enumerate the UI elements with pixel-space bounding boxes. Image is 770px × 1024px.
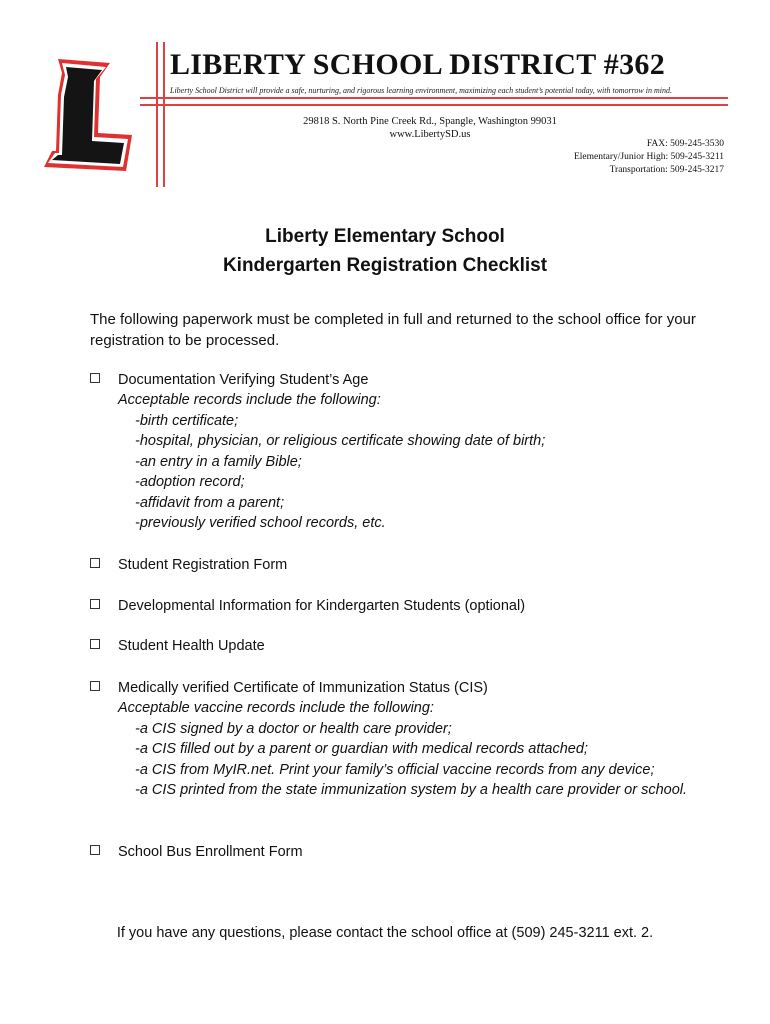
header-horizontal-line xyxy=(140,104,728,106)
district-title: LIBERTY SCHOOL DISTRICT #362 xyxy=(170,48,665,81)
checkbox[interactable] xyxy=(90,681,100,691)
acceptable-vaccine-records xyxy=(118,698,687,801)
checklist-item-label: Student Registration Form xyxy=(118,557,288,573)
header-vertical-line xyxy=(156,42,158,187)
record-entry: -an entry in a family Bible; xyxy=(135,453,302,470)
record-entry: -previously verified school records, etc. xyxy=(135,515,386,531)
record-entry: -a CIS printed from the state immunization system by a health care provider or school. xyxy=(135,782,688,798)
checklist-item-label: School Bus Enrollment Form xyxy=(118,844,303,860)
header-vertical-line xyxy=(163,42,165,187)
record-entry: -a CIS from MyIR.net. Print your family’s official vaccine records from any device; xyxy=(135,761,655,778)
district-address xyxy=(290,115,570,141)
record-entry: -adoption record; xyxy=(135,474,245,490)
record-entry: -affidavit from a parent; xyxy=(135,494,285,511)
website: www.LibertySD.us xyxy=(389,129,471,140)
school-title: Liberty Elementary School xyxy=(265,226,505,247)
mission-statement: Liberty School District will provide a safe, nurturing, and rigorous learning environment, maximizing each student’s potential today, with tomorrow in mind. xyxy=(170,86,672,95)
record-entry: -birth certificate; xyxy=(135,412,239,429)
records-lead: Acceptable records include the following: xyxy=(118,392,381,408)
fax-number: FAX: 509-245-3530 xyxy=(646,139,724,149)
intro-paragraph: The following paperwork must be completed in full and returned to the school office for your registration to be processed. xyxy=(90,311,696,349)
checkbox[interactable] xyxy=(90,373,100,383)
header-horizontal-line xyxy=(140,97,728,99)
address-line: 29818 S. North Pine Creek Rd., Spangle, Washington 99031 xyxy=(303,116,557,127)
contact-numbers xyxy=(574,138,724,177)
checkbox[interactable] xyxy=(90,599,100,609)
checkbox[interactable] xyxy=(90,558,100,568)
checkbox[interactable] xyxy=(90,639,100,649)
elementary-junior-high-phone: Elementary/Junior High: 509-245-3211 xyxy=(573,152,724,162)
checkbox[interactable] xyxy=(90,845,100,855)
checklist-item-label: Student Health Update xyxy=(118,638,265,654)
checklist-item-label: Medically verified Certificate of Immunization Status (CIS) xyxy=(118,680,488,696)
checklist-item-label: Developmental Information for Kindergarten Students (optional) xyxy=(118,598,526,614)
checklist-title: Kindergarten Registration Checklist xyxy=(222,255,548,276)
contact-footer: If you have any questions, please contact the school office at (509) 245-3211 ext. 2. xyxy=(116,925,654,941)
records-lead: Acceptable vaccine records include the following: xyxy=(118,700,434,716)
checklist-item-label: Documentation Verifying Student’s Age xyxy=(118,372,369,388)
record-entry: -hospital, physician, or religious certificate showing date of birth; xyxy=(135,433,546,449)
district-logo xyxy=(40,55,140,173)
record-entry: -a CIS signed by a doctor or health care provider; xyxy=(135,720,452,737)
record-entry: -a CIS filled out by a parent or guardian with medical records attached; xyxy=(135,741,588,757)
acceptable-records xyxy=(118,390,545,534)
transportation-phone: Transportation: 509-245-3217 xyxy=(609,165,724,175)
